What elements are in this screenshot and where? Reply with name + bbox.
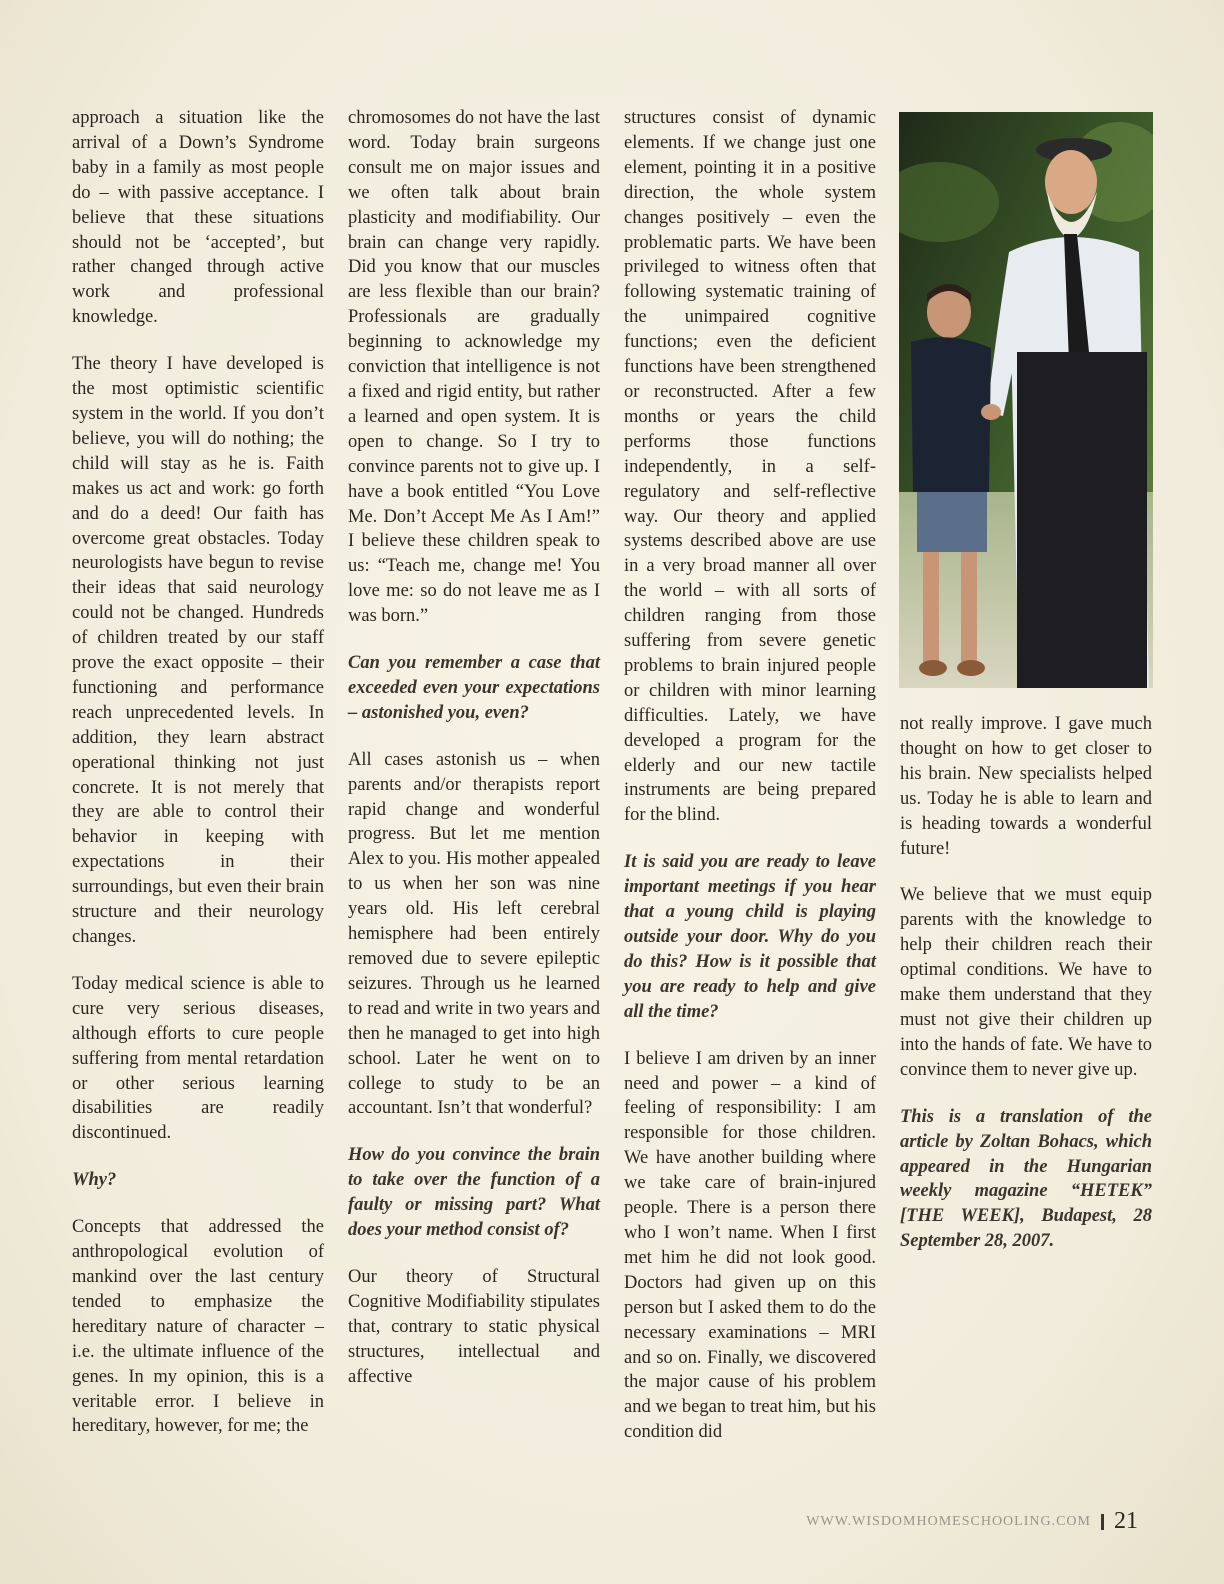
body-paragraph: not really improve. I gave much thought on how to get closer to his brain. New specialists helped us. Today he is able to learn and is heading towards a wonderful future! [900, 714, 1152, 859]
body-paragraph: Our theory of Structural Cognitive Modifiability stipulates that, contrary to static physical structures, intellectual and affective [348, 1266, 600, 1387]
page-number: 21 [1114, 1508, 1138, 1534]
photo-elder-with-child [899, 112, 1153, 688]
body-paragraph: All cases astonish us – when parents and/or therapists report rapid change and wonderful progress. But let me mention Alex to you. His mother appealed to us when her son was nine years old. His left cerebral hemisphere had been entirely removed due to severe epileptic seizures. Through us he learned to read and write in two years and then he managed to get into high school. Later he went on to college to study to be an accountant. Isn’t that wonderful? [348, 749, 600, 1119]
body-paragraph: structures consist of dynamic elements. If we change just one element, pointing it in a positive direction, the whole system changes positively – even the problematic parts. We have been privileged to witness often that following systematic training of the unimpaired cognitive functions; even the deficient functions have been strengthened or reconstructed. After a few months or years the child performs those functions independently, in a self-regulatory and self-reflective way. Our theory and applied systems described above are use in a very broad manner all over the world – with all sorts of children ranging from those suffering from severe genetic problems to brain injured people or children with minor learning difficulties. Lately, we have developed a program for the elderly and our new tactile instruments are being prepared for the blind. [624, 108, 876, 826]
interview-question: Why? [72, 1170, 117, 1191]
text-column-2 [348, 106, 600, 1412]
body-paragraph: Concepts that addressed the anthropological evolution of mankind over the last century tended to emphasize the hereditary nature of character – i.e. the ultimate influence of the genes. In my opinion, this is a veritable error. I believe in hereditary, however, for me; the [72, 1217, 324, 1437]
body-paragraph: approach a situation like the arrival of a Down’s Syndrome baby in a family as most people do – with passive acceptance. I believe that these situations should not be ‘accepted’, but rather changed through active work and professional knowledge. [72, 108, 324, 328]
body-paragraph: chromosomes do not have the last word. Today brain surgeons consult me on major issues and we often talk about brain plasticity and modifiability. Our brain can change very rapidly. Did you know that our muscles are less flexible than our brain? Professionals are gradually beginning to acknowledge my conviction that intelligence is not a fixed and rigid entity, but rather a learned and open system. It is open to change. So I try to convince parents not to give up. I have a book entitled “You Love Me. Don’t Accept Me As I Am!” I believe these children speak to us: “Teach me, change me! You love me: so do not leave me as I was born.” [348, 108, 600, 627]
interview-question: How do you convince the brain to take over the function of a faulty or missing part? What does your method consist of? [348, 1145, 600, 1241]
body-paragraph: Today medical science is able to cure very serious diseases, although efforts to cure people suffering from mental retardation or other serious learning disabilities are readily discontinued. [72, 973, 324, 1144]
page-footer [806, 1508, 1138, 1535]
interview-question: It is said you are ready to leave important meetings if you hear that a young child is playing outside your door. Why do you do this? How is it possible that you are ready to help and give all the time? [624, 852, 876, 1022]
body-paragraph: We believe that we must equip parents with the knowledge to help their children reach their optimal conditions. We have to make them understand that they must not give their children up into the hands of fate. We have to convince them to never give up. [900, 885, 1152, 1080]
text-column-4 [900, 712, 1152, 1276]
text-column-3 [624, 106, 876, 1467]
footer-divider [1101, 1514, 1104, 1530]
interview-question: This is a translation of the article by Zoltan Bohacs, which appeared in the Hungarian weekly magazine “HETEK” [THE WEEK], Budapest, 28 September 28, 2007. [900, 1106, 1152, 1252]
interview-question: Can you remember a case that exceeded even your expectations – astonished you, even? [348, 653, 600, 723]
body-paragraph: I believe I am driven by an inner need and power – a kind of feeling of responsibility: I am responsible for those children. We have another building where we take care of brain-injured people. There is a person there who I won’t name. When I first met him he did not look good. Doctors had given up on this person but I asked them to do the necessary examinations – MRI and so on. Finally, we discovered the major cause of his problem and we began to treat him, but his condition did [624, 1048, 876, 1443]
text-column-1 [72, 106, 324, 1461]
website-url: WWW.WISDOMHOMESCHOOLING.COM [806, 1513, 1091, 1529]
body-paragraph: The theory I have developed is the most optimistic scientific system in the world. If you don’t believe, you will do nothing; the child will stay as he is. Faith makes us act and work: go forth and do a deed! Our faith has overcome great obstacles. Today neurologists have begun to revise their ideas that said neurology could not be changed. Hundreds of children treated by our staff prove the exact opposite – their functioning and performance reach unprecedented levels. In addition, they learn abstract operational thinking not just concrete. It is not merely that they are able to control their behavior in keeping with expectations in their surroundings, but even their brain structure and their neurology changes. [72, 354, 324, 947]
